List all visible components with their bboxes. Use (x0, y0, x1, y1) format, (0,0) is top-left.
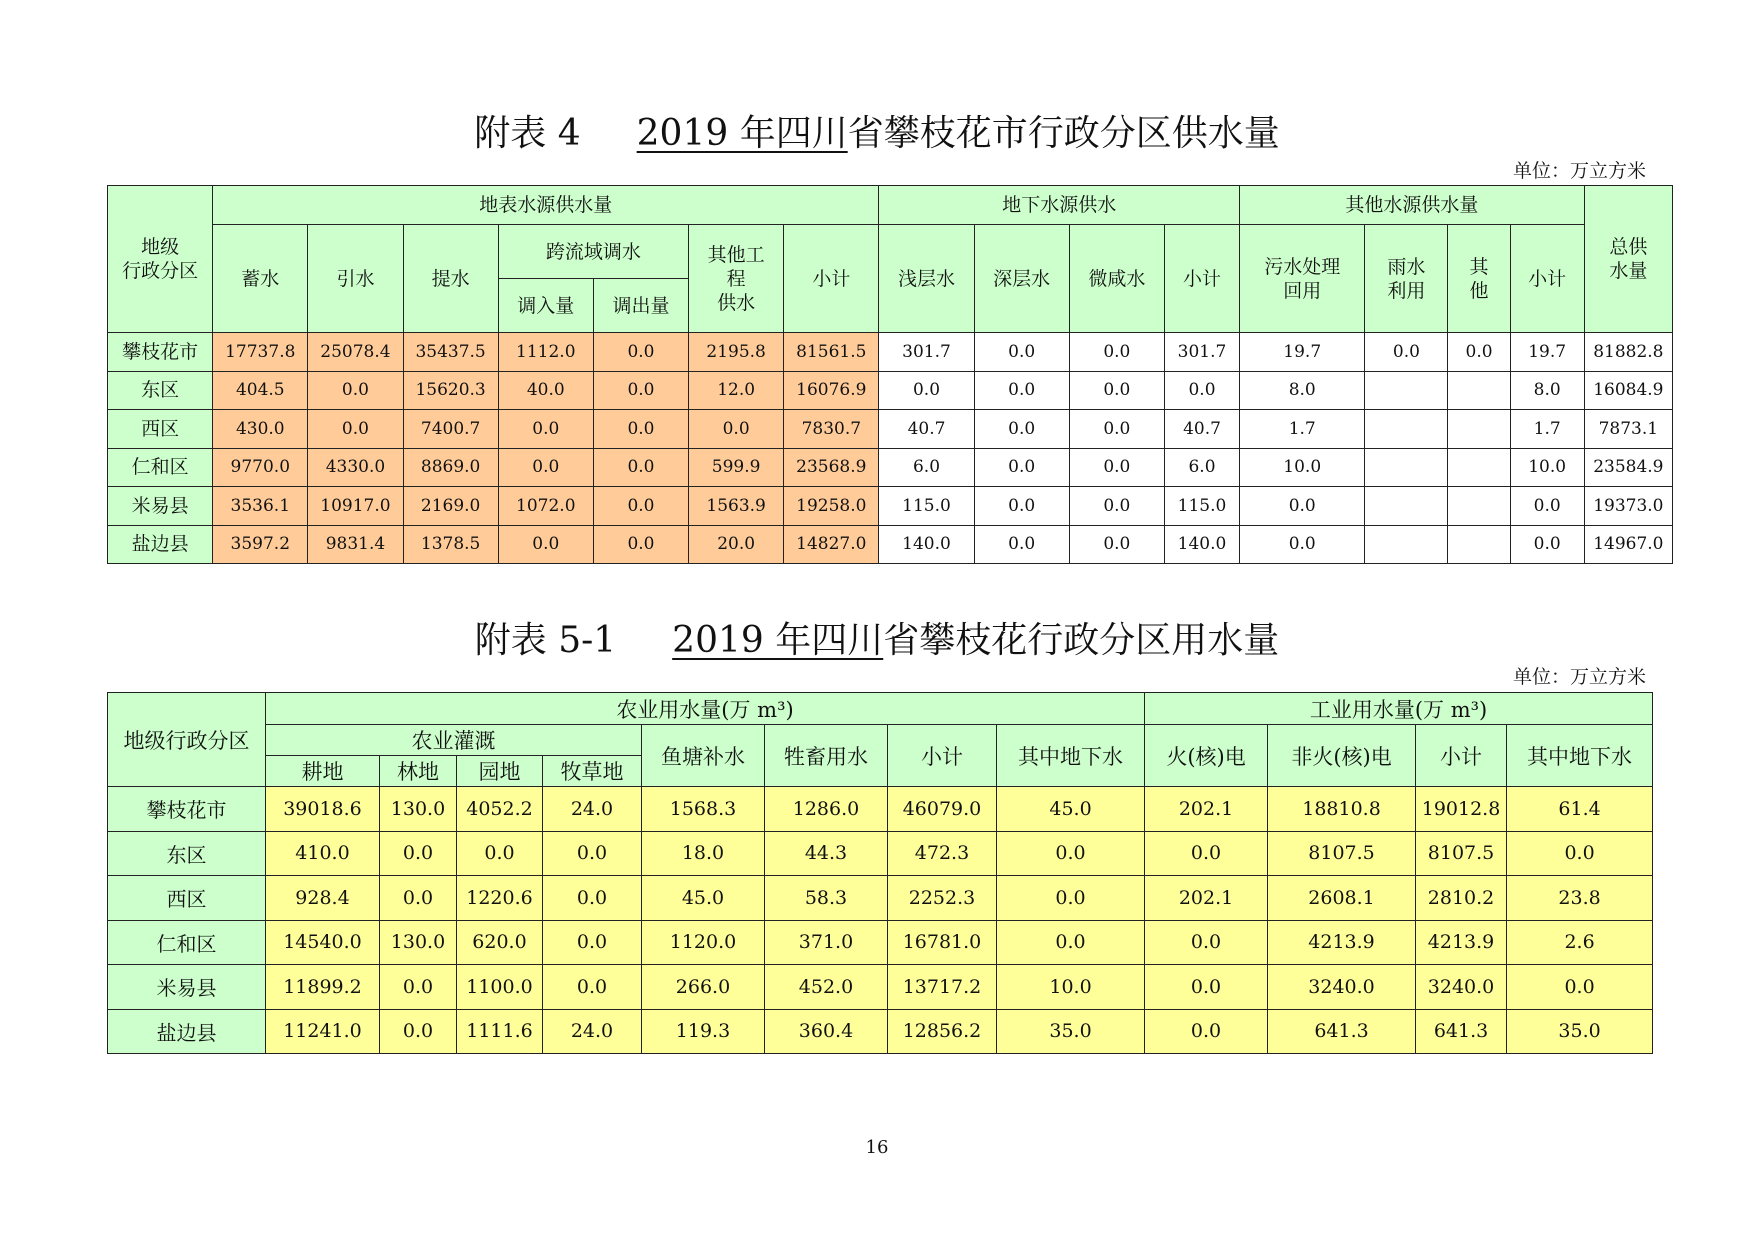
cell-forest: 0.0 (380, 831, 457, 876)
cell-sewage: 0.0 (1240, 487, 1365, 526)
cell-gsub: 115.0 (1164, 487, 1239, 526)
cell-nonthermal: 8107.5 (1268, 831, 1416, 876)
cell-fishpond: 119.3 (642, 1009, 765, 1054)
water-supply-table (107, 185, 1673, 564)
cell-ssub: 23568.9 (784, 448, 879, 487)
cell-forest: 0.0 (380, 965, 457, 1010)
cell-aground: 35.0 (997, 1009, 1145, 1054)
cell-livestock: 360.4 (765, 1009, 888, 1054)
row-region: 东区 (108, 371, 213, 410)
cell-brackish: 0.0 (1069, 371, 1164, 410)
cell-gsub: 301.7 (1164, 333, 1239, 372)
header-rain: 雨水 利用 (1365, 225, 1448, 333)
cell-brackish: 0.0 (1069, 333, 1164, 372)
cell-iground: 0.0 (1507, 965, 1653, 1010)
row-region: 西区 (108, 876, 266, 921)
cell-oeng: 0.0 (689, 410, 784, 449)
cell-farmland: 410.0 (266, 831, 380, 876)
header-agri-ground: 其中地下水 (997, 725, 1145, 787)
cell-farmland: 14540.0 (266, 920, 380, 965)
header-ind: 工业用水量(万 m³) (1145, 693, 1653, 725)
water-supply-body (108, 333, 1673, 564)
table-row (108, 876, 1653, 921)
header-ind-sub: 小计 (1416, 725, 1507, 787)
cell-osub: 19.7 (1510, 333, 1584, 372)
cell-total: 14967.0 (1584, 525, 1672, 564)
row-region: 仁和区 (108, 448, 213, 487)
cell-sewage: 1.7 (1240, 410, 1365, 449)
cell-osub: 0.0 (1510, 525, 1584, 564)
header-diversion: 引水 (308, 225, 403, 333)
cell-pasture: 0.0 (543, 831, 642, 876)
row-region: 盐边县 (108, 525, 213, 564)
header-region: 地级行政分区 (108, 693, 266, 787)
cell-deep: 0.0 (974, 487, 1069, 526)
cell-misc (1448, 371, 1510, 410)
cell-tout: 0.0 (593, 333, 688, 372)
cell-total: 19373.0 (1584, 487, 1672, 526)
cell-orchard: 1100.0 (457, 965, 543, 1010)
row-region: 攀枝花市 (108, 787, 266, 832)
table4-unit: 单位：万立方米 (1512, 160, 1646, 182)
header-misc: 其 他 (1448, 225, 1510, 333)
cell-gsub: 0.0 (1164, 371, 1239, 410)
header-brackish: 微咸水 (1069, 225, 1164, 333)
header-transfer-in: 调入量 (498, 279, 593, 333)
table5-title-year: 2019 年四川 (672, 620, 884, 661)
cell-forest: 0.0 (380, 1009, 457, 1054)
cell-tin: 0.0 (498, 525, 593, 564)
cell-isub: 19012.8 (1416, 787, 1507, 832)
cell-diversion: 25078.4 (308, 333, 403, 372)
cell-livestock: 58.3 (765, 876, 888, 921)
cell-storage: 9770.0 (213, 448, 308, 487)
row-region: 西区 (108, 410, 213, 449)
cell-oeng: 20.0 (689, 525, 784, 564)
header-lifting: 提水 (403, 225, 498, 333)
cell-fishpond: 18.0 (642, 831, 765, 876)
cell-deep: 0.0 (974, 525, 1069, 564)
cell-pasture: 0.0 (543, 920, 642, 965)
header-shallow: 浅层水 (879, 225, 974, 333)
cell-deep: 0.0 (974, 371, 1069, 410)
cell-thermal: 0.0 (1145, 920, 1268, 965)
header-other: 其他水源供水量 (1240, 186, 1585, 225)
cell-iground: 2.6 (1507, 920, 1653, 965)
cell-shallow: 140.0 (879, 525, 974, 564)
cell-rain (1365, 371, 1448, 410)
cell-thermal: 0.0 (1145, 965, 1268, 1010)
cell-tin: 0.0 (498, 448, 593, 487)
table4-title-prefix: 附表 4 (474, 113, 581, 154)
cell-storage: 430.0 (213, 410, 308, 449)
cell-gsub: 6.0 (1164, 448, 1239, 487)
header-thermal: 火(核)电 (1145, 725, 1268, 787)
cell-diversion: 0.0 (308, 410, 403, 449)
cell-lifting: 7400.7 (403, 410, 498, 449)
cell-tout: 0.0 (593, 410, 688, 449)
cell-deep: 0.0 (974, 448, 1069, 487)
cell-tout: 0.0 (593, 448, 688, 487)
cell-iground: 35.0 (1507, 1009, 1653, 1054)
cell-aground: 0.0 (997, 920, 1145, 965)
cell-thermal: 0.0 (1145, 831, 1268, 876)
header-total: 总供 水量 (1584, 186, 1672, 333)
cell-diversion: 0.0 (308, 371, 403, 410)
cell-osub: 1.7 (1510, 410, 1584, 449)
cell-iground: 61.4 (1507, 787, 1653, 832)
cell-orchard: 1111.6 (457, 1009, 543, 1054)
table5-title-prefix: 附表 5-1 (474, 620, 617, 661)
cell-deep: 0.0 (974, 333, 1069, 372)
cell-tout: 0.0 (593, 525, 688, 564)
cell-orchard: 0.0 (457, 831, 543, 876)
cell-misc: 0.0 (1448, 333, 1510, 372)
table-row (108, 787, 1653, 832)
header-orchard: 园地 (457, 756, 543, 787)
table5-title-rest: 省攀枝花行政分区用水量 (883, 620, 1280, 661)
table-row (108, 1009, 1653, 1054)
cell-farmland: 11241.0 (266, 1009, 380, 1054)
cell-brackish: 0.0 (1069, 487, 1164, 526)
cell-sewage: 19.7 (1240, 333, 1365, 372)
cell-pasture: 24.0 (543, 1009, 642, 1054)
cell-aground: 45.0 (997, 787, 1145, 832)
table-row (108, 410, 1673, 449)
header-nonthermal: 非火(核)电 (1268, 725, 1416, 787)
cell-lifting: 35437.5 (403, 333, 498, 372)
table4-title-rest: 省攀枝花市行政分区供水量 (847, 113, 1280, 154)
header-surface: 地表水源供水量 (213, 186, 879, 225)
cell-osub: 0.0 (1510, 487, 1584, 526)
cell-oeng: 2195.8 (689, 333, 784, 372)
header-ground-sub: 小计 (1164, 225, 1239, 333)
row-region: 东区 (108, 831, 266, 876)
header-other-eng: 其他工 程 供水 (689, 225, 784, 333)
cell-orchard: 620.0 (457, 920, 543, 965)
cell-pasture: 0.0 (543, 965, 642, 1010)
cell-brackish: 0.0 (1069, 525, 1164, 564)
header-fishpond: 鱼塘补水 (642, 725, 765, 787)
cell-ssub: 16076.9 (784, 371, 879, 410)
row-region: 米易县 (108, 487, 213, 526)
cell-diversion: 10917.0 (308, 487, 403, 526)
cell-aground: 0.0 (997, 831, 1145, 876)
cell-nonthermal: 3240.0 (1268, 965, 1416, 1010)
cell-ssub: 7830.7 (784, 410, 879, 449)
cell-rain (1365, 525, 1448, 564)
cell-fishpond: 45.0 (642, 876, 765, 921)
table-row (108, 333, 1673, 372)
cell-livestock: 371.0 (765, 920, 888, 965)
row-region: 仁和区 (108, 920, 266, 965)
cell-livestock: 1286.0 (765, 787, 888, 832)
cell-tin: 1112.0 (498, 333, 593, 372)
cell-fishpond: 1120.0 (642, 920, 765, 965)
cell-pasture: 24.0 (543, 787, 642, 832)
header-transfer: 跨流域调水 (498, 225, 688, 279)
cell-osub: 8.0 (1510, 371, 1584, 410)
cell-oeng: 599.9 (689, 448, 784, 487)
cell-rain (1365, 410, 1448, 449)
cell-sewage: 0.0 (1240, 525, 1365, 564)
cell-osub: 10.0 (1510, 448, 1584, 487)
cell-isub: 8107.5 (1416, 831, 1507, 876)
table-row (108, 448, 1673, 487)
cell-nonthermal: 4213.9 (1268, 920, 1416, 965)
cell-farmland: 11899.2 (266, 965, 380, 1010)
header-livestock: 牲畜用水 (765, 725, 888, 787)
cell-nonthermal: 2608.1 (1268, 876, 1416, 921)
cell-livestock: 452.0 (765, 965, 888, 1010)
cell-thermal: 202.1 (1145, 876, 1268, 921)
cell-tout: 0.0 (593, 371, 688, 410)
cell-sewage: 10.0 (1240, 448, 1365, 487)
cell-shallow: 301.7 (879, 333, 974, 372)
cell-ssub: 19258.0 (784, 487, 879, 526)
cell-ssub: 81561.5 (784, 333, 879, 372)
cell-forest: 130.0 (380, 920, 457, 965)
table-row (108, 920, 1653, 965)
header-transfer-out: 调出量 (593, 279, 688, 333)
header-pasture: 牧草地 (543, 756, 642, 787)
cell-thermal: 202.1 (1145, 787, 1268, 832)
cell-asub: 16781.0 (888, 920, 997, 965)
cell-brackish: 0.0 (1069, 410, 1164, 449)
cell-asub: 13717.2 (888, 965, 997, 1010)
cell-isub: 4213.9 (1416, 920, 1507, 965)
cell-rain (1365, 448, 1448, 487)
header-irrigation: 农业灌溉 (266, 725, 642, 756)
cell-shallow: 6.0 (879, 448, 974, 487)
cell-misc (1448, 487, 1510, 526)
cell-oeng: 1563.9 (689, 487, 784, 526)
cell-deep: 0.0 (974, 410, 1069, 449)
cell-aground: 0.0 (997, 876, 1145, 921)
table4-title (0, 112, 1754, 156)
table-row (108, 487, 1673, 526)
cell-rain (1365, 487, 1448, 526)
cell-asub: 2252.3 (888, 876, 997, 921)
cell-fishpond: 266.0 (642, 965, 765, 1010)
cell-fishpond: 1568.3 (642, 787, 765, 832)
cell-total: 16084.9 (1584, 371, 1672, 410)
cell-oeng: 12.0 (689, 371, 784, 410)
header-other-sub: 小计 (1510, 225, 1584, 333)
cell-gsub: 40.7 (1164, 410, 1239, 449)
cell-misc (1448, 525, 1510, 564)
cell-nonthermal: 641.3 (1268, 1009, 1416, 1054)
cell-storage: 17737.8 (213, 333, 308, 372)
cell-asub: 472.3 (888, 831, 997, 876)
header-agri-sub: 小计 (888, 725, 997, 787)
cell-isub: 3240.0 (1416, 965, 1507, 1010)
header-deep: 深层水 (974, 225, 1069, 333)
cell-isub: 641.3 (1416, 1009, 1507, 1054)
header-surface-sub: 小计 (784, 225, 879, 333)
cell-gsub: 140.0 (1164, 525, 1239, 564)
cell-tin: 0.0 (498, 410, 593, 449)
water-use-header (108, 693, 1653, 787)
cell-lifting: 8869.0 (403, 448, 498, 487)
table5-unit: 单位：万立方米 (1512, 666, 1646, 688)
cell-aground: 10.0 (997, 965, 1145, 1010)
cell-forest: 0.0 (380, 876, 457, 921)
cell-orchard: 4052.2 (457, 787, 543, 832)
cell-orchard: 1220.6 (457, 876, 543, 921)
water-supply-header (108, 186, 1673, 333)
cell-total: 23584.9 (1584, 448, 1672, 487)
row-region: 米易县 (108, 965, 266, 1010)
header-agri: 农业用水量(万 m³) (266, 693, 1145, 725)
cell-diversion: 9831.4 (308, 525, 403, 564)
cell-tin: 40.0 (498, 371, 593, 410)
cell-sewage: 8.0 (1240, 371, 1365, 410)
table4-title-year: 2019 年四川 (636, 113, 848, 154)
table-row (108, 371, 1673, 410)
cell-storage: 3536.1 (213, 487, 308, 526)
cell-pasture: 0.0 (543, 876, 642, 921)
table-row (108, 525, 1673, 564)
cell-diversion: 4330.0 (308, 448, 403, 487)
cell-tout: 0.0 (593, 487, 688, 526)
cell-tin: 1072.0 (498, 487, 593, 526)
header-ind-ground: 其中地下水 (1507, 725, 1653, 787)
cell-ssub: 14827.0 (784, 525, 879, 564)
cell-asub: 46079.0 (888, 787, 997, 832)
cell-storage: 404.5 (213, 371, 308, 410)
water-use-body (108, 787, 1653, 1054)
cell-misc (1448, 448, 1510, 487)
header-ground: 地下水源供水 (879, 186, 1240, 225)
cell-lifting: 2169.0 (403, 487, 498, 526)
cell-isub: 2810.2 (1416, 876, 1507, 921)
cell-shallow: 40.7 (879, 410, 974, 449)
header-forest: 林地 (380, 756, 457, 787)
cell-lifting: 1378.5 (403, 525, 498, 564)
cell-total: 81882.8 (1584, 333, 1672, 372)
cell-iground: 23.8 (1507, 876, 1653, 921)
cell-brackish: 0.0 (1069, 448, 1164, 487)
header-sewage: 污水处理 回用 (1240, 225, 1365, 333)
table-row (108, 831, 1653, 876)
cell-nonthermal: 18810.8 (1268, 787, 1416, 832)
header-region: 地级 行政分区 (108, 186, 213, 333)
cell-storage: 3597.2 (213, 525, 308, 564)
row-region: 攀枝花市 (108, 333, 213, 372)
cell-forest: 130.0 (380, 787, 457, 832)
cell-iground: 0.0 (1507, 831, 1653, 876)
cell-shallow: 0.0 (879, 371, 974, 410)
cell-asub: 12856.2 (888, 1009, 997, 1054)
cell-rain: 0.0 (1365, 333, 1448, 372)
cell-thermal: 0.0 (1145, 1009, 1268, 1054)
header-storage: 蓄水 (213, 225, 308, 333)
cell-farmland: 39018.6 (266, 787, 380, 832)
cell-lifting: 15620.3 (403, 371, 498, 410)
cell-shallow: 115.0 (879, 487, 974, 526)
cell-total: 7873.1 (1584, 410, 1672, 449)
cell-livestock: 44.3 (765, 831, 888, 876)
water-use-table (107, 692, 1653, 1054)
page-number: 16 (865, 1137, 889, 1158)
row-region: 盐边县 (108, 1009, 266, 1054)
table-row (108, 965, 1653, 1010)
cell-farmland: 928.4 (266, 876, 380, 921)
cell-misc (1448, 410, 1510, 449)
table5-title (0, 619, 1754, 663)
header-farmland: 耕地 (266, 756, 380, 787)
